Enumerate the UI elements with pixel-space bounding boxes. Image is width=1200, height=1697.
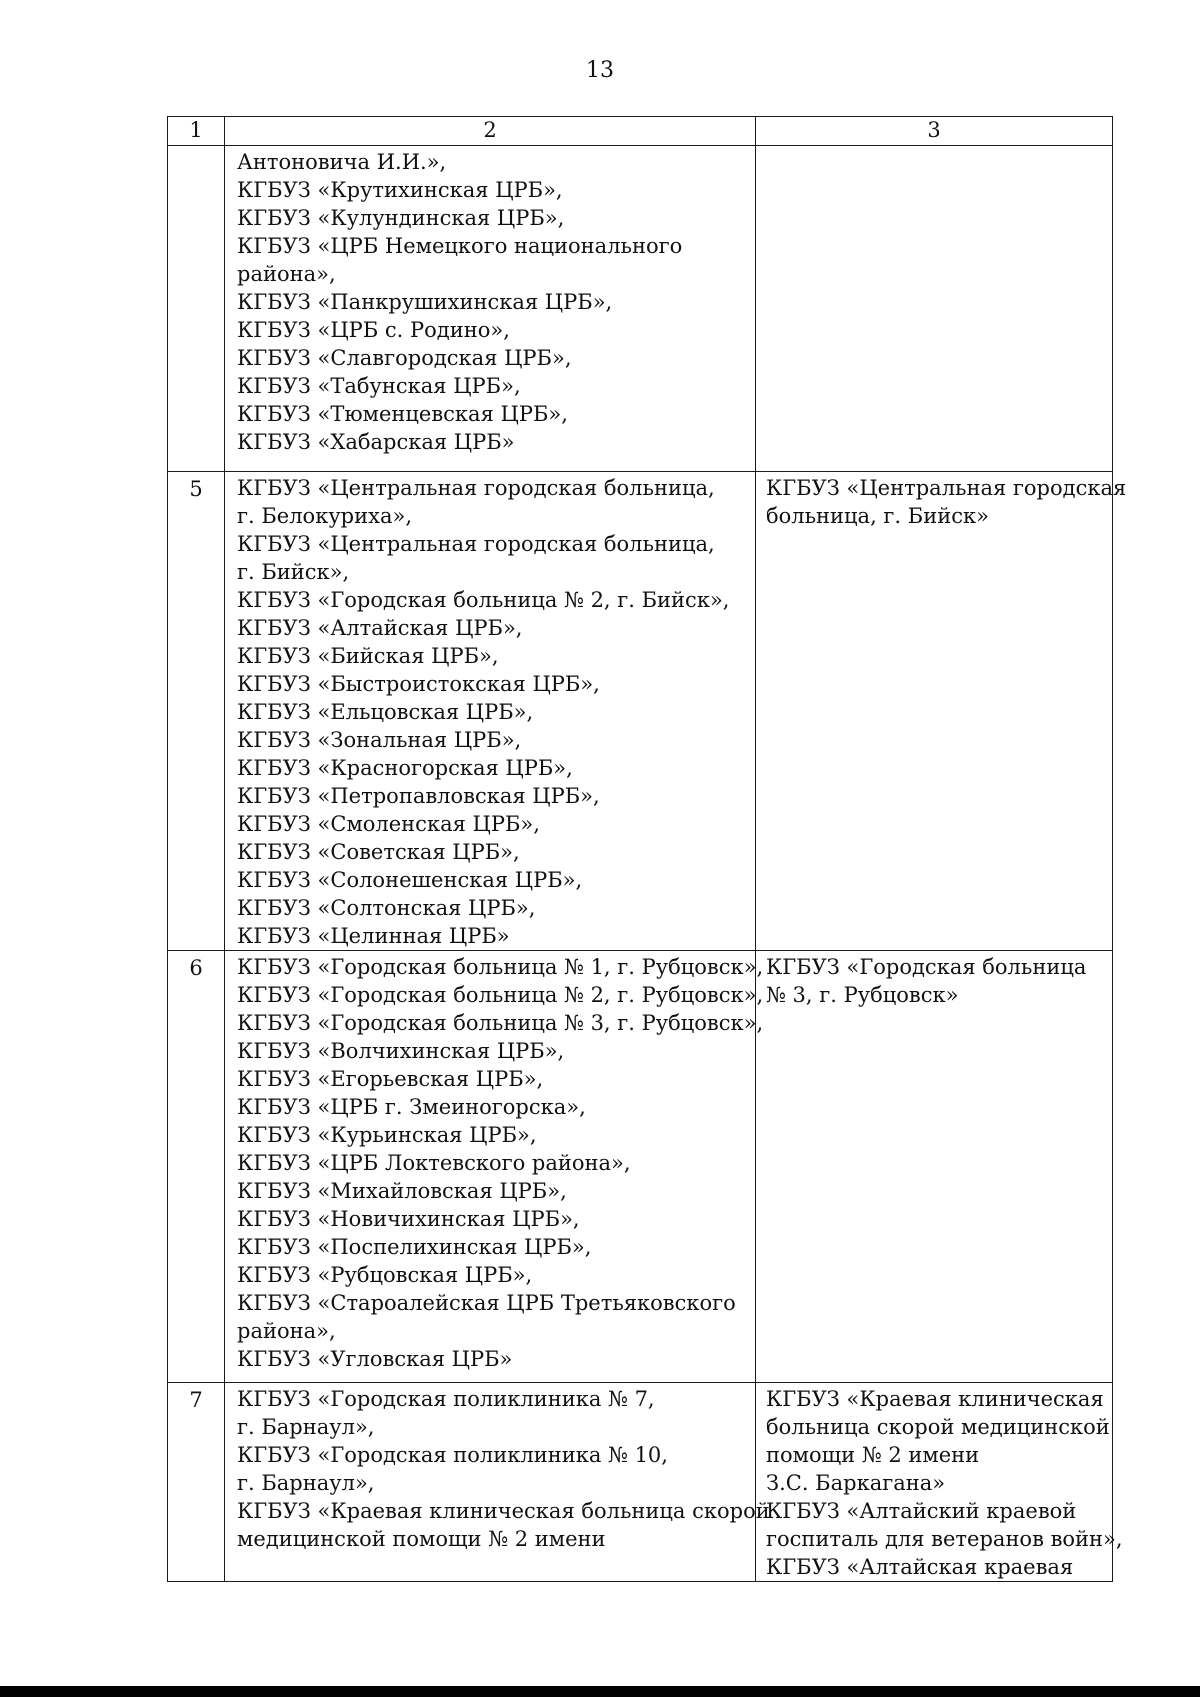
cell-line: больница скорой медицинской xyxy=(766,1415,1110,1439)
cell-line: КГБУЗ «ЦРБ г. Змеиногорска», xyxy=(237,1095,586,1119)
cell-line: КГБУЗ «Тюменцевская ЦРБ», xyxy=(237,402,568,426)
cell-line: КГБУЗ «Славгородская ЦРБ», xyxy=(237,346,572,370)
reference-center-cell xyxy=(756,951,1113,1383)
scan-edge-bar xyxy=(0,1686,1200,1697)
cell-line: КГБУЗ «Волчихинская ЦРБ», xyxy=(237,1039,565,1063)
cell-line: КГБУЗ «Городская больница xyxy=(766,955,1087,979)
cell-line: З.С. Баркагана» xyxy=(766,1471,946,1495)
cell-line: г. Белокуриха», xyxy=(237,504,413,528)
cell-line: КГБУЗ «Ельцовская ЦРБ», xyxy=(237,700,534,724)
cell-line: КГБУЗ «Городская больница № 2, г. Бийск», xyxy=(237,588,730,612)
table-row xyxy=(168,1383,1113,1582)
cell-line: Антоновича И.И.», xyxy=(237,150,447,174)
cell-line: КГБУЗ «Советская ЦРБ», xyxy=(237,840,520,864)
row-number: 6 xyxy=(168,951,225,1383)
cell-line: КГБУЗ «Центральная городская xyxy=(766,476,1127,500)
cell-line: КГБУЗ «Табунская ЦРБ», xyxy=(237,374,521,398)
table-row xyxy=(168,472,1113,951)
cell-line: КГБУЗ «Зональная ЦРБ», xyxy=(237,728,522,752)
cell-line: КГБУЗ «Солонешенская ЦРБ», xyxy=(237,868,583,892)
cell-line: КГБУЗ «Городская больница № 3, г. Рубцовск», xyxy=(237,1011,764,1035)
cell-line: помощи № 2 имени xyxy=(766,1443,980,1467)
cell-line: КГБУЗ «Хабарская ЦРБ» xyxy=(237,430,515,454)
cell-line: КГБУЗ «ЦРБ Немецкого национального xyxy=(237,234,683,258)
cell-line: госпиталь для ветеранов войн», xyxy=(766,1527,1123,1551)
cell-line: больница, г. Бийск» xyxy=(766,504,989,528)
institutions-cell xyxy=(225,951,764,1383)
cell-line: КГБУЗ «Городская поликлиника № 7, xyxy=(237,1387,655,1411)
table-header-row xyxy=(168,117,1113,146)
cell-line: КГБУЗ «Центральная городская больница, xyxy=(237,476,715,500)
cell-line: КГБУЗ «Алтайская ЦРБ», xyxy=(237,616,523,640)
row-number xyxy=(168,146,225,472)
cell-line: КГБУЗ «ЦРБ с. Родино», xyxy=(237,318,510,342)
cell-line: КГБУЗ «Староалейская ЦРБ Третьяковского xyxy=(237,1291,736,1315)
cell-line: медицинской помощи № 2 имени xyxy=(237,1527,606,1551)
reference-center-cell xyxy=(756,146,1113,472)
cell-line: КГБУЗ «Центральная городская больница, xyxy=(237,532,715,556)
cell-line: КГБУЗ «Петропавловская ЦРБ», xyxy=(237,784,600,808)
cell-line: КГБУЗ «Егорьевская ЦРБ», xyxy=(237,1067,544,1091)
cell-line: КГБУЗ «Краевая клиническая xyxy=(766,1387,1104,1411)
cell-line: г. Барнаул», xyxy=(237,1471,375,1495)
cell-line: КГБУЗ «Быстроистокская ЦРБ», xyxy=(237,672,600,696)
table-row xyxy=(168,146,1113,472)
cell-line: КГБУЗ «Смоленская ЦРБ», xyxy=(237,812,540,836)
cell-line: КГБУЗ «Панкрушихинская ЦРБ», xyxy=(237,290,613,314)
cell-line: КГБУЗ «Курьинская ЦРБ», xyxy=(237,1123,537,1147)
cell-line: КГБУЗ «Новичихинская ЦРБ», xyxy=(237,1207,580,1231)
header-cell-2: 2 xyxy=(225,117,756,146)
cell-line: КГБУЗ «Городская больница № 2, г. Рубцовск», xyxy=(237,983,764,1007)
hospital-table xyxy=(167,116,1127,1582)
cell-line: КГБУЗ «Рубцовская ЦРБ», xyxy=(237,1263,533,1287)
reference-center-cell xyxy=(756,472,1127,951)
institutions-cell xyxy=(225,146,756,472)
header-cell-3: 3 xyxy=(756,117,1113,146)
cell-line: КГБУЗ «Михайловская ЦРБ», xyxy=(237,1179,567,1203)
cell-line: г. Барнаул», xyxy=(237,1415,375,1439)
cell-line: района», xyxy=(237,1319,336,1343)
cell-line: КГБУЗ «Солтонская ЦРБ», xyxy=(237,896,536,920)
cell-line: КГБУЗ «Поспелихинская ЦРБ», xyxy=(237,1235,592,1259)
reference-center-cell xyxy=(756,1383,1123,1582)
institutions-cell xyxy=(225,472,756,951)
cell-line: КГБУЗ «Угловская ЦРБ» xyxy=(237,1347,513,1371)
cell-line: района», xyxy=(237,262,336,286)
cell-line: КГБУЗ «Бийская ЦРБ», xyxy=(237,644,499,668)
cell-line: КГБУЗ «Кулундинская ЦРБ», xyxy=(237,206,565,230)
cell-line: КГБУЗ «Алтайская краевая xyxy=(766,1555,1074,1579)
header-cell-1: 1 xyxy=(168,117,225,146)
cell-line: КГБУЗ «Крутихинская ЦРБ», xyxy=(237,178,563,202)
cell-line: КГБУЗ «Городская поликлиника № 10, xyxy=(237,1443,668,1467)
cell-line: КГБУЗ «ЦРБ Локтевского района», xyxy=(237,1151,631,1175)
cell-line: КГБУЗ «Целинная ЦРБ» xyxy=(237,924,510,948)
institutions-cell xyxy=(225,1383,770,1582)
cell-line: КГБУЗ «Городская больница № 1, г. Рубцовск», xyxy=(237,955,764,979)
table-row xyxy=(168,951,1113,1383)
row-number: 5 xyxy=(168,472,225,951)
cell-line: КГБУЗ «Краевая клиническая больница скорой xyxy=(237,1499,770,1523)
cell-line: г. Бийск», xyxy=(237,560,350,584)
cell-line: КГБУЗ «Красногорская ЦРБ», xyxy=(237,756,573,780)
row-number: 7 xyxy=(168,1383,225,1582)
cell-line: № 3, г. Рубцовск» xyxy=(766,983,959,1007)
page-number: 13 xyxy=(586,58,614,83)
cell-line: КГБУЗ «Алтайский краевой xyxy=(766,1499,1077,1523)
